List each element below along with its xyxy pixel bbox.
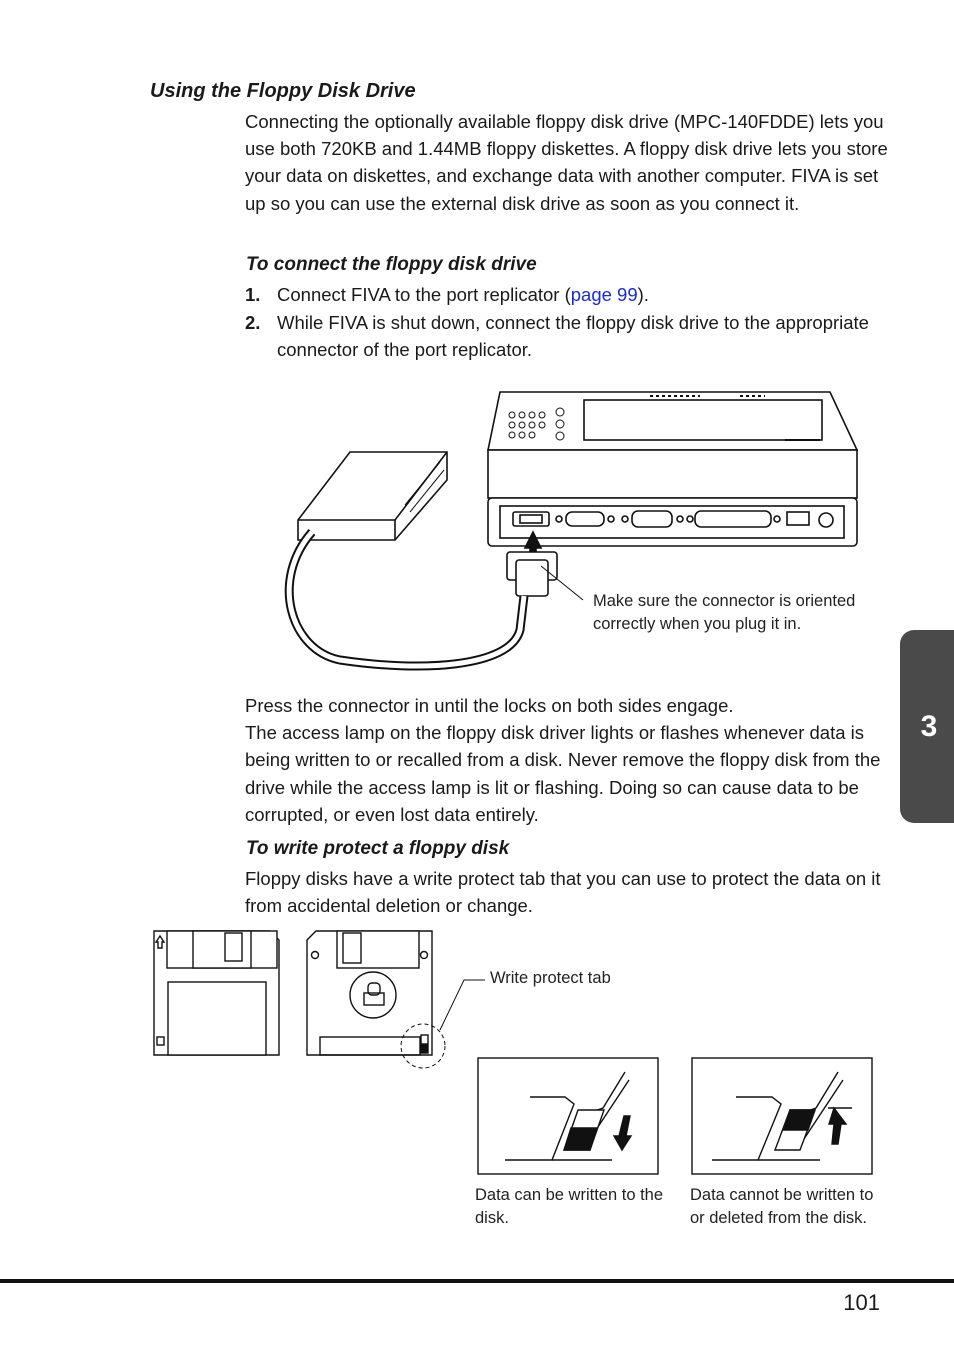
intro-paragraph: Connecting the optionally available floppy disk drive (MPC-140FDDE) lets you use both 720KB and 1.44MB floppy diskettes. A floppy disk drive lets you store your data on diskettes, and exchange data with another computer. FIVA is set up so you can use the external disk drive as soon as you connect it. [245, 111, 888, 214]
connector-orientation-caption: Make sure the connector is oriented correctly when you plug it in. [593, 592, 856, 633]
step-number: 1. [245, 284, 261, 305]
section-heading: Using the Floppy Disk Drive [150, 80, 416, 102]
writable-caption: Data can be written to the disk. [475, 1186, 664, 1227]
chapter-tab [900, 630, 954, 823]
footer-rule [0, 1279, 954, 1283]
protected-caption: Data cannot be written to or deleted from the disk. [690, 1186, 874, 1227]
page-number: 101 [843, 1290, 880, 1315]
protect-heading: To write protect a floppy disk [246, 838, 510, 859]
press-text: Press the connector in until the locks on both sides engage. [245, 695, 734, 716]
step-number: 2. [245, 311, 261, 333]
step-text-before: Connect FIVA to the port replicator ( [277, 284, 571, 305]
connect-heading: To connect the floppy disk drive [246, 254, 537, 275]
page-link[interactable]: page 99 [570, 284, 638, 305]
chapter-number: 3 [920, 709, 938, 743]
protect-paragraph: Floppy disks have a write protect tab that you can use to protect the data on it from accidental deletion or change. [245, 868, 881, 917]
step-text-after: ). [637, 284, 649, 305]
write-protect-tab-label: Write protect tab [490, 969, 611, 987]
step-text: While FIVA is shut down, connect the floppy disk drive to the appropriate connector of the port replicator. [277, 311, 869, 360]
lamp-text: The access lamp on the floppy disk driver lights or flashes whenever data is being written to or recalled from a disk. Never remove the floppy disk from the drive while the access lamp is lit or flashing. Doing so can cause data to be corrupted, or even lost data entirely. [245, 722, 881, 825]
